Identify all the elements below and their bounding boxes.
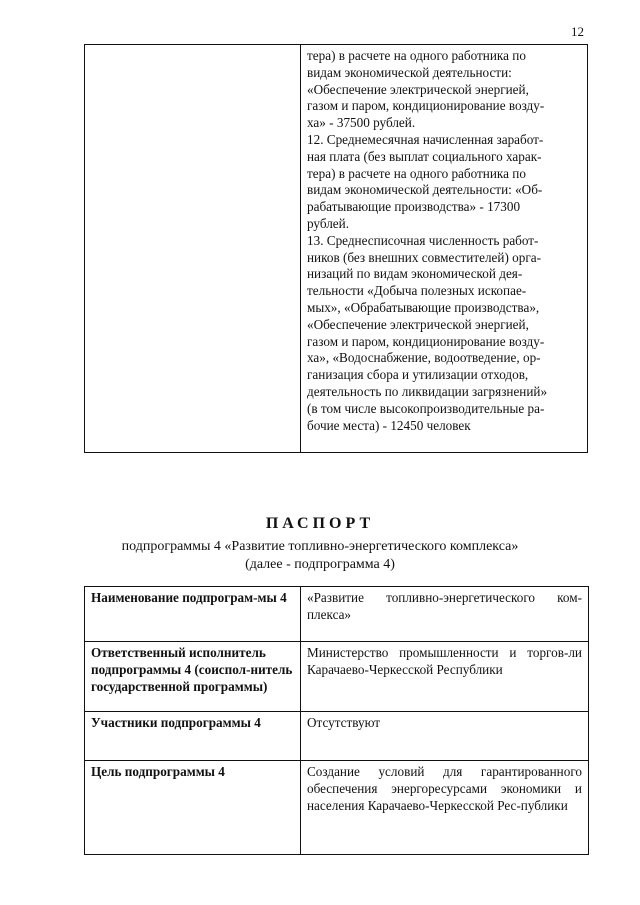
text-line: ников (без внешних совместителей) орга- bbox=[307, 249, 542, 265]
row-label: Наименование подпрограм-мы 4 bbox=[85, 587, 301, 642]
text-line: газом и паром, кондиционирование возду- bbox=[307, 98, 545, 114]
passport-row-responsible bbox=[85, 642, 589, 712]
text-line: тельности «Добыча полезных ископае- bbox=[307, 283, 527, 299]
passport-subtitle-note: (далее - подпрограмма 4) bbox=[245, 557, 395, 572]
text-line: видам экономической деятельности: bbox=[307, 64, 512, 80]
continuation-empty-cell bbox=[85, 45, 301, 452]
page-number: 12 bbox=[571, 24, 584, 39]
row-label: Ответственный исполнитель подпрограммы 4 (соиспол-нитель государственной программы) bbox=[85, 642, 301, 712]
text-line: видам экономической деятельности: «Об- bbox=[307, 182, 543, 198]
text-line: 12. Среднемесячная начисленная заработ- bbox=[307, 131, 544, 147]
continuation-indicators-cell bbox=[307, 48, 583, 434]
row-value: Создание условий для гарантированного обеспечения энергоресурсами экономики и населения Карачаево-Черкесской Рес-публики bbox=[301, 761, 589, 855]
passport-row-name bbox=[85, 587, 589, 642]
text-line: «Обеспечение электрической энергией, bbox=[307, 316, 529, 332]
passport-title: ПАСПОРТ bbox=[265, 515, 375, 532]
continuation-table bbox=[84, 44, 588, 453]
text-line: низаций по видам экономической дея- bbox=[307, 266, 523, 282]
passport-row-participants bbox=[85, 712, 589, 761]
row-value: Министерство промышленности и торгов-ли Карачаево-Черкесской Республики bbox=[301, 642, 589, 712]
passport-subtitle: подпрограммы 4 «Развитие топливно-энергетического комплекса» bbox=[121, 539, 519, 554]
text-line: деятельность по ликвидации загрязнений» bbox=[307, 383, 548, 399]
text-line: 13. Среднесписочная численность работ- bbox=[307, 232, 539, 248]
text-line: ганизация сбора и утилизации отходов, bbox=[307, 367, 529, 383]
text-line: рублей. bbox=[307, 215, 350, 231]
row-label: Цель подпрограммы 4 bbox=[85, 761, 301, 855]
text-line: ха», «Водоснабжение, водоотведение, ор- bbox=[307, 350, 541, 366]
text-line: бочие места) - 12450 человек bbox=[307, 417, 471, 433]
passport-row-goal bbox=[85, 761, 589, 855]
text-line: мых», «Обрабатывающие производства», bbox=[307, 299, 540, 315]
text-line: тера) в расчете на одного работника по bbox=[307, 48, 526, 63]
row-value: Отсутствуют bbox=[301, 712, 589, 761]
passport-table bbox=[84, 586, 589, 855]
text-line: (в том числе высокопроизводительные ра- bbox=[307, 400, 545, 416]
text-line: рабатывающие производства» - 17300 bbox=[307, 199, 521, 215]
text-line: «Обеспечение электрической энергией, bbox=[307, 81, 529, 97]
row-label: Участники подпрограммы 4 bbox=[85, 712, 301, 761]
text-line: ха» - 37500 рублей. bbox=[307, 115, 416, 131]
row-value: «Развитие топливно-энергетического ком-плекса» bbox=[301, 587, 589, 642]
text-line: тера) в расчете на одного работника по bbox=[307, 165, 526, 181]
text-line: газом и паром, кондиционирование возду- bbox=[307, 333, 545, 349]
text-line: ная плата (без выплат социального харак- bbox=[307, 148, 542, 164]
